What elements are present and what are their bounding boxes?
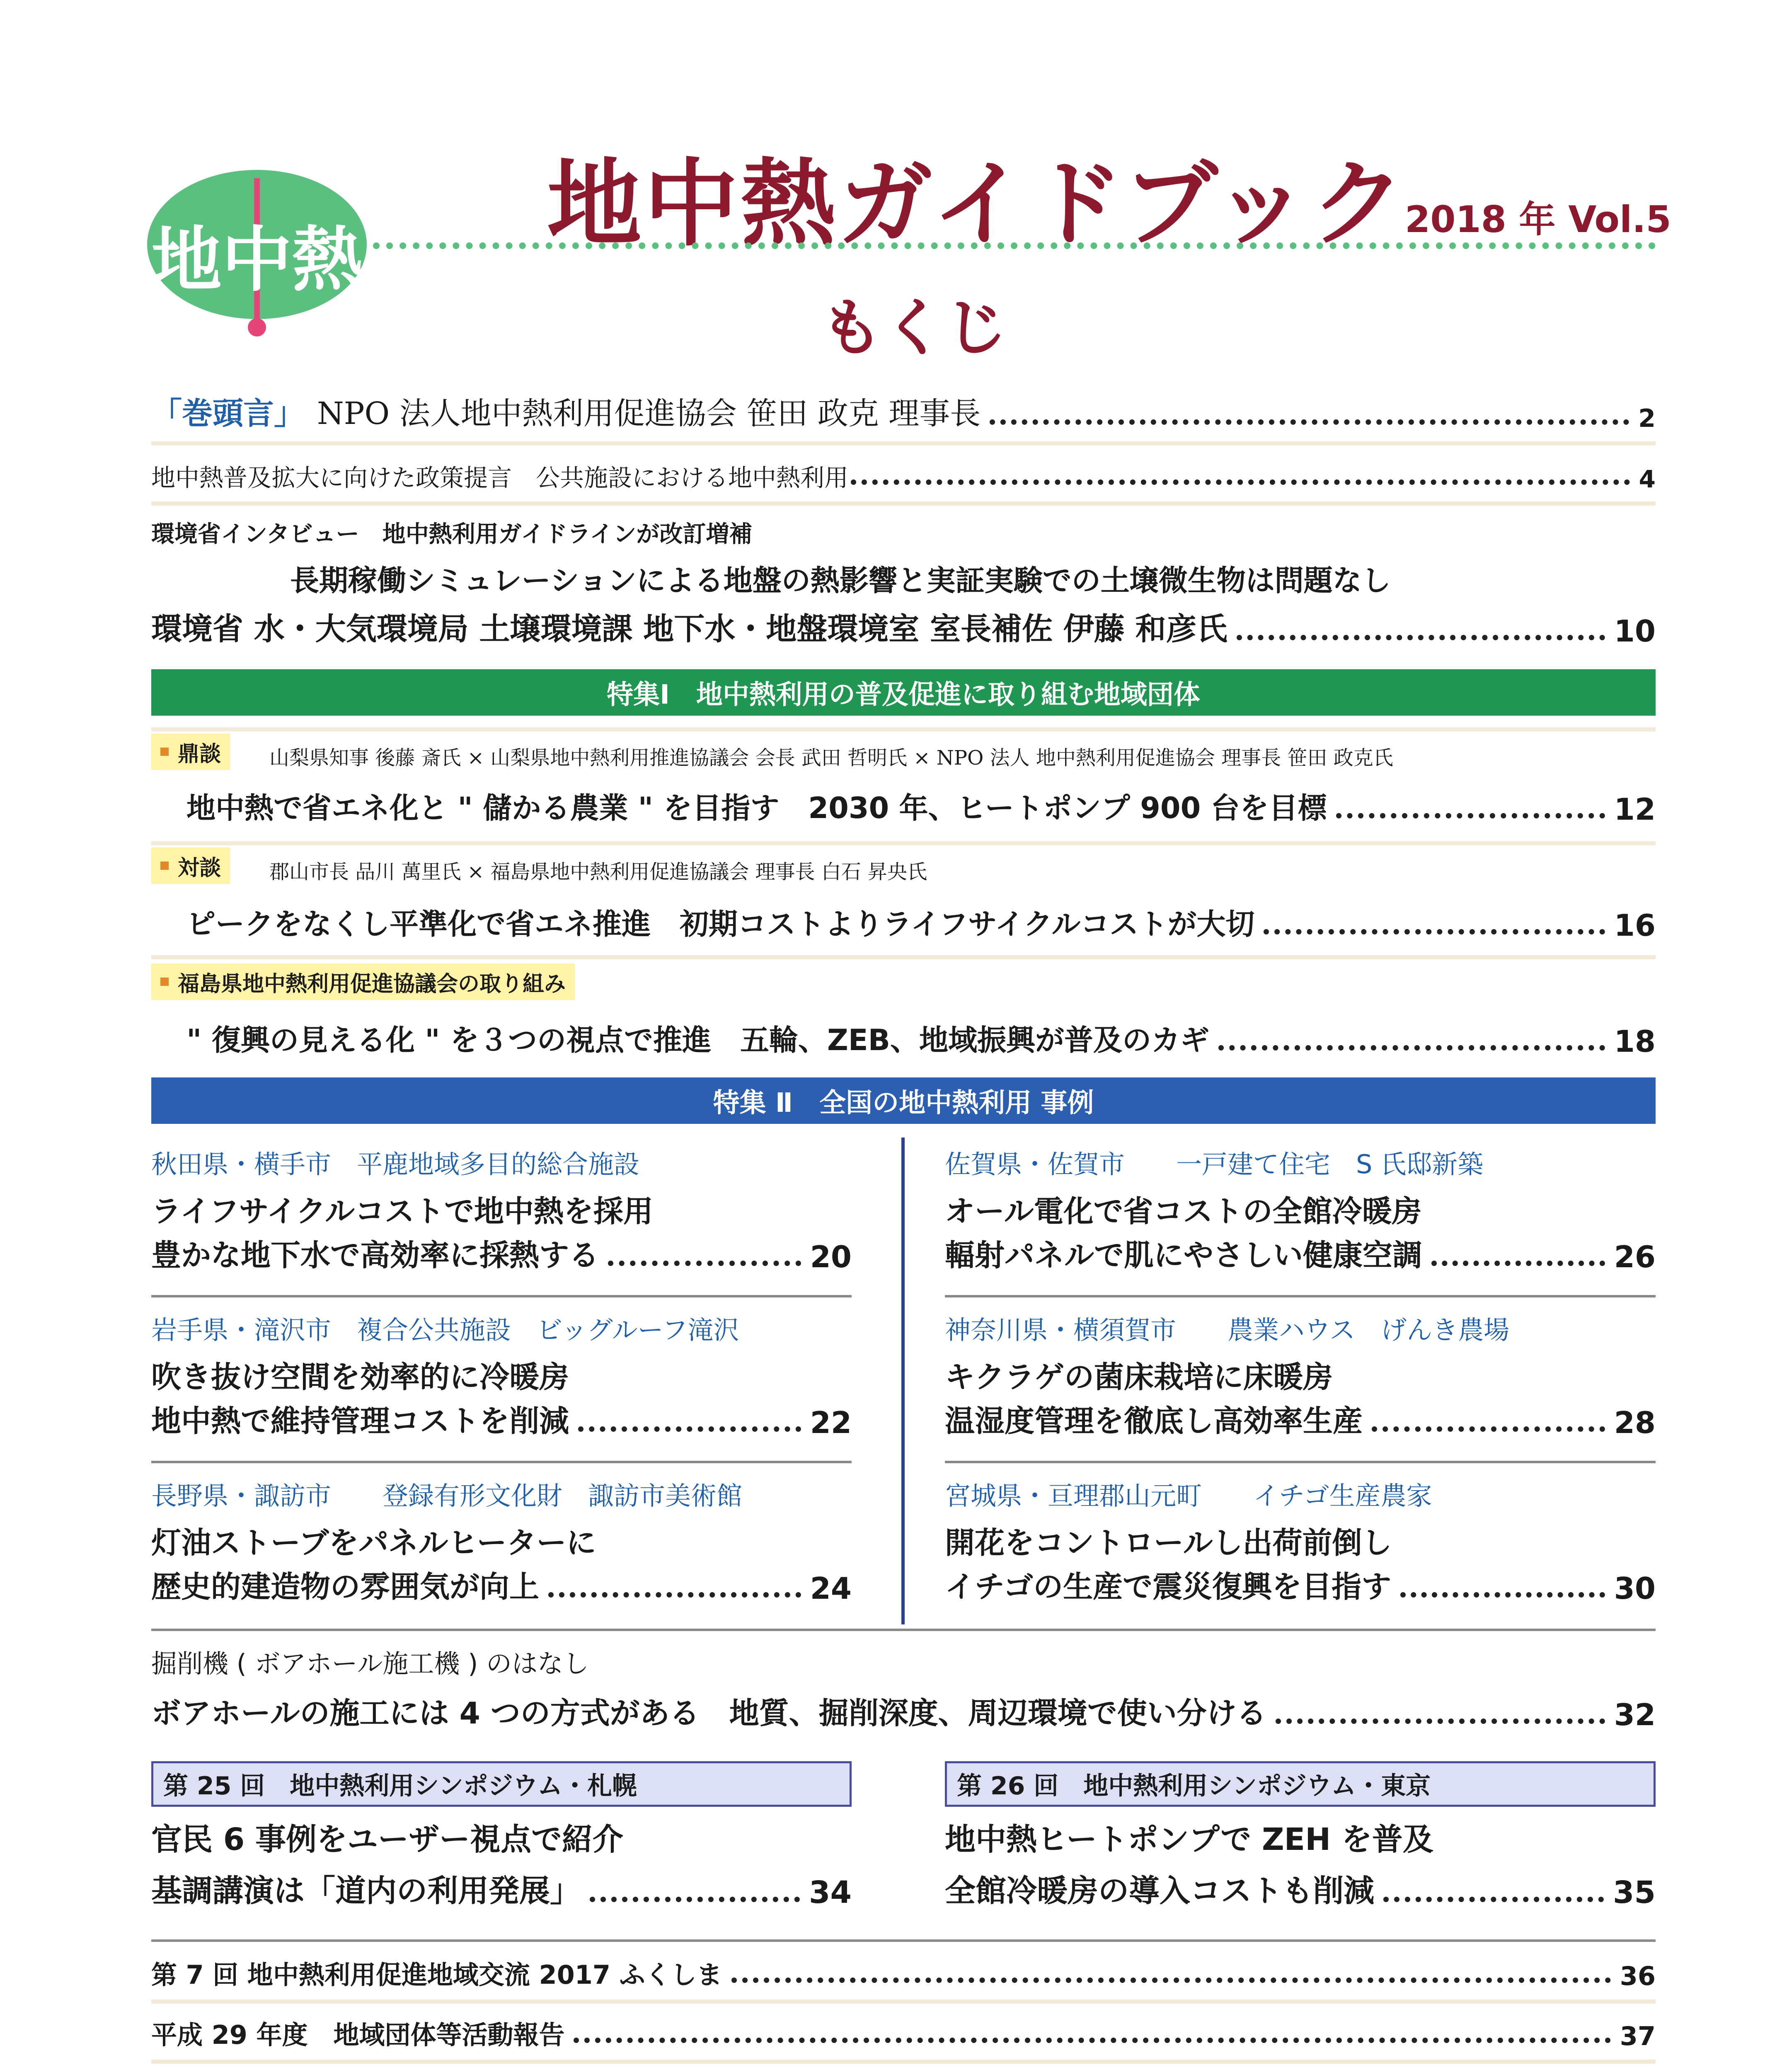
case-location: 秋田県・横手市 平鹿地域多目的総合施設: [151, 1149, 640, 1179]
case-location: 長野県・諏訪市 登録有形文化財 諏訪市美術館: [151, 1481, 743, 1511]
page-number: 37: [1620, 2021, 1656, 2051]
case-line2-row: [151, 1399, 852, 1440]
drill-label: 掘削機 ( ボアホール施工機 ) のはなし: [151, 1648, 589, 1679]
case-location: 佐賀県・佐賀市 一戸建て住宅 S 氏邸新築: [945, 1149, 1484, 1179]
symposium-tokyo-head: 第 26 回 地中熱利用シンポジウム・東京: [945, 1761, 1656, 1807]
interview-person: 環境省 水・大気環境局 土壌環境課 地下水・地盤環境室 室長補佐 伊藤 和彦氏: [151, 611, 1228, 647]
drill-headline: ボアホールの施工には 4 つの方式がある 地質、掘削深度、周辺環境で使い分ける: [151, 1696, 1266, 1731]
case-line2: 温湿度管理を徹底し高効率生産: [945, 1404, 1363, 1438]
page-number: 20: [810, 1239, 852, 1274]
separator: [151, 841, 1656, 845]
symposium-line2-row: [945, 1865, 1656, 1910]
tei-tag: [151, 733, 230, 770]
separator: [151, 1629, 1656, 1631]
symposium-sapporo-head: 第 25 回 地中熱利用シンポジウム・札幌: [151, 1761, 852, 1807]
toc-symposium-sapporo[interactable]: [151, 1815, 852, 1939]
fukushima-tag: [151, 963, 575, 1000]
leader-dots: [1218, 1045, 1605, 1051]
toc-foreword[interactable]: [151, 387, 1656, 433]
leader-dots: [1383, 1897, 1604, 1902]
page-title: 地中熱ガイドブック: [547, 149, 1408, 259]
separator: [151, 1999, 1656, 2004]
symposium-line2: 全館冷暖房の導入コストも削減: [945, 1873, 1374, 1909]
case-line2-row: [945, 1399, 1656, 1440]
page-number: 4: [1639, 465, 1656, 493]
toc-tai[interactable]: [186, 897, 1656, 943]
symposium-line2-row: [151, 1865, 852, 1910]
leader-dots: [1264, 929, 1605, 934]
case-line2: 地中熱で維持管理コストを削減: [151, 1404, 569, 1438]
toc-symposium-tokyo[interactable]: [945, 1815, 1656, 1939]
case-line2-row: [945, 1233, 1656, 1274]
separator: [151, 955, 1656, 959]
page-number: 36: [1620, 1961, 1656, 1991]
leader-dots: [578, 1426, 801, 1432]
feature2-bar: 特集 Ⅱ 全国の地中熱利用 事例: [151, 1077, 1656, 1124]
page-number: 16: [1614, 908, 1656, 943]
leader-dots: [1400, 1592, 1605, 1598]
tai-tag: [151, 847, 230, 884]
volume-label: 2018 年 Vol.5: [1405, 198, 1671, 241]
page-number: 34: [809, 1875, 852, 1910]
contents-heading: もくじ: [821, 292, 1007, 364]
separator: [945, 1295, 1656, 1297]
feature1-bar: 特集Ⅰ 地中熱利用の普及促進に取り組む地域団体: [151, 669, 1656, 716]
case-line1: ライフサイクルコストで地中熱を採用: [151, 1194, 654, 1229]
case-line2: 輻射パネルで肌にやさしい健康空調: [945, 1238, 1423, 1273]
case-saga[interactable]: [945, 1144, 1656, 1293]
toc-interview[interactable]: [151, 603, 1656, 649]
separator: [151, 1461, 852, 1463]
separator: [151, 2060, 1656, 2064]
page-number: 30: [1614, 1571, 1656, 1606]
logo: [145, 166, 369, 323]
page-number: 28: [1614, 1405, 1656, 1440]
leader-dots: [990, 419, 1629, 425]
header-dotted-rule: [373, 242, 1656, 249]
case-line1: 開花をコントロールし出荷前倒し: [945, 1525, 1392, 1560]
logo-text: 地中熱: [151, 219, 363, 301]
leader-dots: [1372, 1426, 1605, 1432]
symposium-line2: 基調講演は「道内の利用発展」: [151, 1873, 581, 1909]
case-iwate[interactable]: [151, 1310, 852, 1459]
page-number: 32: [1614, 1697, 1656, 1732]
page-number: 22: [810, 1405, 852, 1440]
leader-dots: [1336, 813, 1605, 818]
case-line2: 歴史的建造物の雰囲気が向上: [151, 1569, 540, 1604]
toc-list-item[interactable]: [151, 2070, 1656, 2072]
separator: [151, 727, 1656, 731]
toc-fukushima[interactable]: [186, 1013, 1656, 1059]
leader-dots: [731, 1978, 1611, 1983]
toc-drill[interactable]: [151, 1687, 1656, 1732]
page-number: 24: [810, 1571, 852, 1606]
tai-headline: ピークをなくし平準化で省エネ推進 初期コストよりライフサイクルコストが大切: [186, 907, 1255, 941]
separator: [945, 1461, 1656, 1463]
fukushima-headline: " 復興の見える化 " を３つの視点で推進 五輪、ZEB、地域振興が普及のカギ: [186, 1023, 1209, 1057]
foreword-author: 地中熱利用促進協会 笹田 政克 理事長: [460, 396, 981, 431]
column-divider: [901, 1138, 905, 1624]
case-location: 岩手県・滝沢市 複合公共施設 ビッグルーフ滝沢: [151, 1315, 739, 1345]
leader-dots: [548, 1592, 801, 1598]
leader-dots: [1276, 1719, 1605, 1724]
toc-policy[interactable]: [151, 456, 1656, 493]
policy-text: 地中熱普及拡大に向けた政策提言 公共施設における地中熱利用: [151, 464, 849, 492]
tai-tag-label: 対談: [178, 855, 221, 881]
separator: [151, 501, 1656, 506]
bullet-square: [160, 862, 169, 870]
case-line2-row: [151, 1564, 852, 1606]
case-akita[interactable]: [151, 1144, 852, 1293]
leader-dots: [574, 2038, 1610, 2043]
page-number: 2: [1638, 404, 1656, 433]
foreword-npo: NPO 法人: [317, 396, 461, 431]
list-text: 第 7 回 地中熱利用促進地域交流 2017 ふくしま: [151, 1960, 722, 1990]
case-line1: 灯油ストーブをパネルヒーターに: [151, 1525, 596, 1560]
symposium-line1: 官民 6 事例をユーザー視点で紹介: [151, 1822, 624, 1857]
tai-participants: 郡山市長 品川 萬里氏 × 福島県地中熱利用促進協議会 理事長 白石 昇央氏: [269, 860, 927, 884]
bullet-square: [160, 978, 169, 986]
fukushima-tag-label: 福島県地中熱利用促進協議会の取り組み: [178, 971, 566, 997]
case-line2: イチゴの生産で震災復興を目指す: [945, 1569, 1392, 1604]
case-line2-row: [945, 1564, 1656, 1606]
page-number: 10: [1614, 614, 1656, 649]
page-number: 18: [1614, 1024, 1656, 1059]
separator: [151, 1295, 852, 1297]
separator: [151, 1939, 1656, 1942]
case-line2: 豊かな地下水で高効率に採熱する: [151, 1238, 599, 1273]
tei-headline: 地中熱で省エネ化と " 儲かる農業 " を目指す 2030 年、ヒートポンプ 900 台を目標: [186, 791, 1327, 825]
leader-dots: [1431, 1261, 1605, 1266]
toc-tei[interactable]: [186, 781, 1656, 827]
leader-dots: [851, 479, 1630, 485]
case-nagano[interactable]: [151, 1475, 852, 1624]
tei-tag-label: 鼎談: [178, 741, 221, 767]
interview-subtitle: 長期稼働シミュレーションによる地盤の熱影響と実証実験での土壌微生物は問題なし: [290, 564, 1391, 598]
case-miyagi[interactable]: [945, 1475, 1656, 1624]
bullet-square: [160, 748, 169, 756]
toc-list-item[interactable]: [151, 2010, 1656, 2051]
toc-list-item[interactable]: [151, 1950, 1656, 1991]
case-location: 神奈川県・横須賀市 農業ハウス げんき農場: [945, 1315, 1510, 1345]
symposium-line1: 地中熱ヒートポンプで ZEH を普及: [945, 1822, 1433, 1857]
case-line2-row: [151, 1233, 852, 1274]
case-line1: キクラゲの菌床栽培に床暖房: [945, 1360, 1333, 1394]
leader-dots: [1237, 635, 1605, 640]
leader-dots: [608, 1261, 801, 1266]
leader-dots: [590, 1897, 800, 1902]
separator: [151, 441, 1656, 445]
case-line1: オール電化で省コストの全館冷暖房: [945, 1194, 1422, 1229]
page-number: 35: [1613, 1875, 1656, 1910]
case-kanagawa[interactable]: [945, 1310, 1656, 1459]
page-number: 26: [1614, 1239, 1656, 1274]
tei-participants: 山梨県知事 後藤 斎氏 × 山梨県地中熱利用推進協議会 会長 武田 哲明氏 × NPO 法人 地中熱利用促進協会 理事長 笹田 政克氏: [269, 746, 1393, 770]
case-line1: 吹き抜け空間を効率的に冷暖房: [151, 1360, 569, 1394]
foreword-tag: 「巻頭言」: [151, 396, 305, 431]
page-number: 12: [1614, 792, 1656, 827]
interview-title: 環境省インタビュー 地中熱利用ガイドラインが改訂増補: [151, 521, 753, 548]
case-location: 宮城県・亘理郡山元町 イチゴ生産農家: [945, 1481, 1432, 1511]
list-text: 平成 29 年度 地域団体等活動報告: [151, 2020, 565, 2050]
